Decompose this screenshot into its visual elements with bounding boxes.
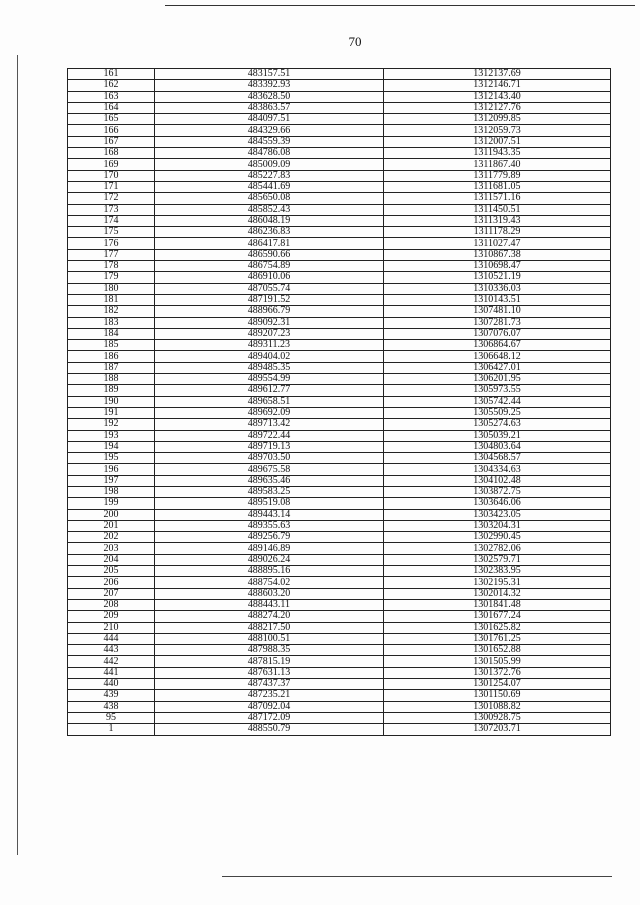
x-coordinate-cell: 489658.51: [155, 396, 384, 407]
table-row: [68, 306, 611, 317]
table-row: [68, 599, 611, 610]
x-coordinate-cell: 487815.19: [155, 656, 384, 667]
point-number-cell: 187: [68, 362, 155, 373]
page-number: 70: [348, 34, 362, 49]
table-row: [68, 148, 611, 159]
point-number-cell: 190: [68, 396, 155, 407]
y-coordinate-cell: 1303872.75: [384, 486, 611, 497]
table-row: [68, 102, 611, 113]
table-row: [68, 520, 611, 531]
y-coordinate-cell: 1301088.82: [384, 701, 611, 712]
x-coordinate-cell: 489692.09: [155, 407, 384, 418]
x-coordinate-cell: 483863.57: [155, 102, 384, 113]
point-number-cell: 188: [68, 374, 155, 385]
top-rule: [165, 5, 635, 6]
point-number-cell: 175: [68, 227, 155, 238]
y-coordinate-cell: 1311779.89: [384, 170, 611, 181]
x-coordinate-cell: 486417.81: [155, 238, 384, 249]
x-coordinate-cell: 487092.04: [155, 701, 384, 712]
y-coordinate-cell: 1312007.51: [384, 136, 611, 147]
table-row: [68, 374, 611, 385]
point-number-cell: 208: [68, 599, 155, 610]
table-row: [68, 340, 611, 351]
x-coordinate-cell: 489311.23: [155, 340, 384, 351]
table-row: [68, 486, 611, 497]
table-row: [68, 69, 611, 80]
table-row: [68, 475, 611, 486]
x-coordinate-cell: 489519.08: [155, 498, 384, 509]
y-coordinate-cell: 1300928.75: [384, 712, 611, 723]
y-coordinate-cell: 1312137.69: [384, 69, 611, 80]
x-coordinate-cell: 485650.08: [155, 193, 384, 204]
point-number-cell: 204: [68, 554, 155, 565]
point-number-cell: 191: [68, 407, 155, 418]
point-number-cell: 95: [68, 712, 155, 723]
y-coordinate-cell: 1306864.67: [384, 340, 611, 351]
table-row: [68, 543, 611, 554]
y-coordinate-cell: 1312143.40: [384, 91, 611, 102]
point-number-cell: 171: [68, 181, 155, 192]
table-row: [68, 679, 611, 690]
table-row: [68, 407, 611, 418]
table-row: [68, 498, 611, 509]
y-coordinate-cell: 1304102.48: [384, 475, 611, 486]
table-row: [68, 577, 611, 588]
x-coordinate-cell: 487631.13: [155, 667, 384, 678]
x-coordinate-cell: 489026.24: [155, 554, 384, 565]
point-number-cell: 193: [68, 430, 155, 441]
y-coordinate-cell: 1305274.63: [384, 419, 611, 430]
x-coordinate-cell: 488443.11: [155, 599, 384, 610]
y-coordinate-cell: 1310336.03: [384, 283, 611, 294]
y-coordinate-cell: 1311867.40: [384, 159, 611, 170]
point-number-cell: 167: [68, 136, 155, 147]
x-coordinate-cell: 487437.37: [155, 679, 384, 690]
x-coordinate-cell: 489703.50: [155, 453, 384, 464]
x-coordinate-cell: 484559.39: [155, 136, 384, 147]
x-coordinate-cell: 489355.63: [155, 520, 384, 531]
point-number-cell: 172: [68, 193, 155, 204]
table-row: [68, 611, 611, 622]
y-coordinate-cell: 1305742.44: [384, 396, 611, 407]
y-coordinate-cell: 1311450.51: [384, 204, 611, 215]
point-number-cell: 443: [68, 645, 155, 656]
point-number-cell: 166: [68, 125, 155, 136]
x-coordinate-cell: 489256.79: [155, 532, 384, 543]
x-coordinate-cell: 489719.13: [155, 441, 384, 452]
table-row: [68, 114, 611, 125]
table-row: [68, 283, 611, 294]
point-number-cell: 1: [68, 724, 155, 735]
point-number-cell: 179: [68, 272, 155, 283]
y-coordinate-cell: 1311319.43: [384, 215, 611, 226]
table-row: [68, 633, 611, 644]
y-coordinate-cell: 1307076.07: [384, 328, 611, 339]
point-number-cell: 186: [68, 351, 155, 362]
table-row: [68, 622, 611, 633]
x-coordinate-cell: 489675.58: [155, 464, 384, 475]
y-coordinate-cell: 1311681.05: [384, 181, 611, 192]
point-number-cell: 199: [68, 498, 155, 509]
point-number-cell: 210: [68, 622, 155, 633]
y-coordinate-cell: 1305973.55: [384, 385, 611, 396]
point-number-cell: 202: [68, 532, 155, 543]
point-number-cell: 195: [68, 453, 155, 464]
table-row: [68, 362, 611, 373]
left-margin-rule: [17, 55, 18, 855]
table-row: [68, 317, 611, 328]
table-row: [68, 227, 611, 238]
table-row: [68, 249, 611, 260]
point-number-cell: 176: [68, 238, 155, 249]
x-coordinate-cell: 489207.23: [155, 328, 384, 339]
table-row: [68, 441, 611, 452]
y-coordinate-cell: 1305039.21: [384, 430, 611, 441]
point-number-cell: 161: [68, 69, 155, 80]
point-number-cell: 189: [68, 385, 155, 396]
x-coordinate-cell: 489635.46: [155, 475, 384, 486]
y-coordinate-cell: 1302782.06: [384, 543, 611, 554]
table-row: [68, 724, 611, 735]
table-row: [68, 464, 611, 475]
point-number-cell: 206: [68, 577, 155, 588]
point-number-cell: 196: [68, 464, 155, 475]
y-coordinate-cell: 1302579.71: [384, 554, 611, 565]
y-coordinate-cell: 1307481.10: [384, 306, 611, 317]
point-number-cell: 200: [68, 509, 155, 520]
point-number-cell: 201: [68, 520, 155, 531]
point-number-cell: 185: [68, 340, 155, 351]
point-number-cell: 438: [68, 701, 155, 712]
x-coordinate-cell: 488217.50: [155, 622, 384, 633]
y-coordinate-cell: 1312146.71: [384, 80, 611, 91]
y-coordinate-cell: 1304568.57: [384, 453, 611, 464]
point-number-cell: 180: [68, 283, 155, 294]
table-row: [68, 204, 611, 215]
x-coordinate-cell: 486910.06: [155, 272, 384, 283]
table-row: [68, 159, 611, 170]
point-number-cell: 165: [68, 114, 155, 125]
x-coordinate-cell: 489583.25: [155, 486, 384, 497]
point-number-cell: 198: [68, 486, 155, 497]
table-row: [68, 430, 611, 441]
table-row: [68, 566, 611, 577]
y-coordinate-cell: 1301150.69: [384, 690, 611, 701]
y-coordinate-cell: 1310521.19: [384, 272, 611, 283]
point-number-cell: 197: [68, 475, 155, 486]
x-coordinate-cell: 485441.69: [155, 181, 384, 192]
x-coordinate-cell: 487172.09: [155, 712, 384, 723]
y-coordinate-cell: 1310143.51: [384, 294, 611, 305]
point-number-cell: 184: [68, 328, 155, 339]
x-coordinate-cell: 489404.02: [155, 351, 384, 362]
x-coordinate-cell: 489485.35: [155, 362, 384, 373]
table-row: [68, 261, 611, 272]
x-coordinate-cell: 486236.83: [155, 227, 384, 238]
x-coordinate-cell: 489554.99: [155, 374, 384, 385]
point-number-cell: 169: [68, 159, 155, 170]
point-number-cell: 207: [68, 588, 155, 599]
point-number-cell: 444: [68, 633, 155, 644]
point-number-cell: 163: [68, 91, 155, 102]
table-row: [68, 272, 611, 283]
x-coordinate-cell: 489092.31: [155, 317, 384, 328]
table-row: [68, 690, 611, 701]
x-coordinate-cell: 486754.89: [155, 261, 384, 272]
table-row: [68, 215, 611, 226]
y-coordinate-cell: 1301372.76: [384, 667, 611, 678]
y-coordinate-cell: 1311027.47: [384, 238, 611, 249]
y-coordinate-cell: 1311571.16: [384, 193, 611, 204]
point-number-cell: 181: [68, 294, 155, 305]
table-row: [68, 91, 611, 102]
table-row: [68, 453, 611, 464]
y-coordinate-cell: 1302990.45: [384, 532, 611, 543]
table-row: [68, 181, 611, 192]
y-coordinate-cell: 1301841.48: [384, 599, 611, 610]
point-number-cell: 177: [68, 249, 155, 260]
y-coordinate-cell: 1310698.47: [384, 261, 611, 272]
y-coordinate-cell: 1310867.38: [384, 249, 611, 260]
x-coordinate-cell: 485227.83: [155, 170, 384, 181]
table-row: [68, 385, 611, 396]
point-number-cell: 178: [68, 261, 155, 272]
y-coordinate-cell: 1311178.29: [384, 227, 611, 238]
y-coordinate-cell: 1305509.25: [384, 407, 611, 418]
point-number-cell: 442: [68, 656, 155, 667]
y-coordinate-cell: 1301761.25: [384, 633, 611, 644]
table-row: [68, 667, 611, 678]
x-coordinate-cell: 483628.50: [155, 91, 384, 102]
x-coordinate-cell: 487988.35: [155, 645, 384, 656]
y-coordinate-cell: 1301652.88: [384, 645, 611, 656]
x-coordinate-cell: 483157.51: [155, 69, 384, 80]
y-coordinate-cell: 1303646.06: [384, 498, 611, 509]
point-number-cell: 441: [68, 667, 155, 678]
y-coordinate-cell: 1307203.71: [384, 724, 611, 735]
table-row: [68, 656, 611, 667]
point-number-cell: 170: [68, 170, 155, 181]
table-row: [68, 509, 611, 520]
x-coordinate-cell: 489146.89: [155, 543, 384, 554]
y-coordinate-cell: 1302014.32: [384, 588, 611, 599]
x-coordinate-cell: 488754.02: [155, 577, 384, 588]
table-row: [68, 645, 611, 656]
point-number-cell: 209: [68, 611, 155, 622]
table-row: [68, 125, 611, 136]
point-number-cell: 440: [68, 679, 155, 690]
x-coordinate-cell: 484786.08: [155, 148, 384, 159]
point-number-cell: 174: [68, 215, 155, 226]
x-coordinate-cell: 487055.74: [155, 283, 384, 294]
table-row: [68, 712, 611, 723]
point-number-cell: 168: [68, 148, 155, 159]
y-coordinate-cell: 1306427.01: [384, 362, 611, 373]
point-number-cell: 192: [68, 419, 155, 430]
x-coordinate-cell: 489612.77: [155, 385, 384, 396]
point-number-cell: 164: [68, 102, 155, 113]
table-row: [68, 588, 611, 599]
x-coordinate-cell: 486048.19: [155, 215, 384, 226]
point-number-cell: 194: [68, 441, 155, 452]
table-row: [68, 701, 611, 712]
table-row: [68, 238, 611, 249]
point-number-cell: 173: [68, 204, 155, 215]
x-coordinate-cell: 488895.16: [155, 566, 384, 577]
x-coordinate-cell: 488274.20: [155, 611, 384, 622]
y-coordinate-cell: 1306201.95: [384, 374, 611, 385]
y-coordinate-cell: 1312059.73: [384, 125, 611, 136]
y-coordinate-cell: 1306648.12: [384, 351, 611, 362]
point-number-cell: 203: [68, 543, 155, 554]
x-coordinate-cell: 485852.43: [155, 204, 384, 215]
y-coordinate-cell: 1304334.63: [384, 464, 611, 475]
x-coordinate-cell: 489722.44: [155, 430, 384, 441]
table-row: [68, 170, 611, 181]
point-number-cell: 182: [68, 306, 155, 317]
bottom-rule: [222, 876, 612, 877]
x-coordinate-cell: 488550.79: [155, 724, 384, 735]
table-row: [68, 554, 611, 565]
x-coordinate-cell: 488603.20: [155, 588, 384, 599]
y-coordinate-cell: 1302383.95: [384, 566, 611, 577]
y-coordinate-cell: 1301254.07: [384, 679, 611, 690]
table-row: [68, 80, 611, 91]
x-coordinate-cell: 486590.66: [155, 249, 384, 260]
x-coordinate-cell: 489443.14: [155, 509, 384, 520]
table-row: [68, 136, 611, 147]
y-coordinate-cell: 1301677.24: [384, 611, 611, 622]
y-coordinate-cell: 1312099.85: [384, 114, 611, 125]
y-coordinate-cell: 1311943.35: [384, 148, 611, 159]
coordinates-table: [67, 68, 611, 736]
table-row: [68, 532, 611, 543]
x-coordinate-cell: 487191.52: [155, 294, 384, 305]
x-coordinate-cell: 488966.79: [155, 306, 384, 317]
y-coordinate-cell: 1307281.73: [384, 317, 611, 328]
x-coordinate-cell: 485009.09: [155, 159, 384, 170]
y-coordinate-cell: 1301505.99: [384, 656, 611, 667]
y-coordinate-cell: 1312127.76: [384, 102, 611, 113]
point-number-cell: 162: [68, 80, 155, 91]
x-coordinate-cell: 484329.66: [155, 125, 384, 136]
x-coordinate-cell: 487235.21: [155, 690, 384, 701]
y-coordinate-cell: 1303423.05: [384, 509, 611, 520]
point-number-cell: 205: [68, 566, 155, 577]
table-row: [68, 351, 611, 362]
x-coordinate-cell: 484097.51: [155, 114, 384, 125]
table-row: [68, 419, 611, 430]
y-coordinate-cell: 1304803.64: [384, 441, 611, 452]
table-row: [68, 328, 611, 339]
point-number-cell: 183: [68, 317, 155, 328]
y-coordinate-cell: 1302195.31: [384, 577, 611, 588]
table-row: [68, 294, 611, 305]
y-coordinate-cell: 1303204.31: [384, 520, 611, 531]
x-coordinate-cell: 483392.93: [155, 80, 384, 91]
x-coordinate-cell: 488100.51: [155, 633, 384, 644]
y-coordinate-cell: 1301625.82: [384, 622, 611, 633]
table-row: [68, 396, 611, 407]
x-coordinate-cell: 489713.42: [155, 419, 384, 430]
point-number-cell: 439: [68, 690, 155, 701]
table-row: [68, 193, 611, 204]
